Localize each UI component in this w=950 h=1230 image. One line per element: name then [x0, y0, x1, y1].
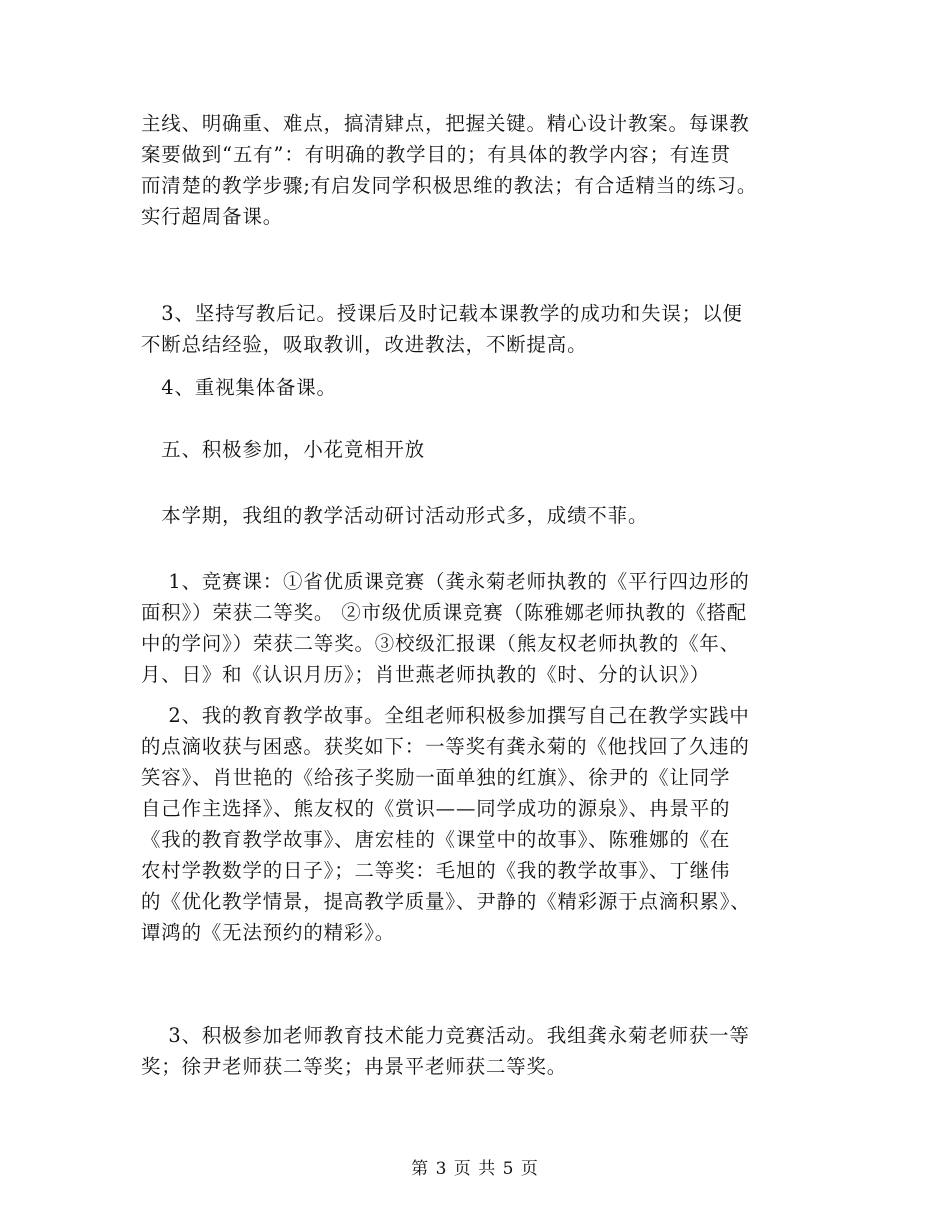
- text-line: 3、坚持写教后记。授课后及时记载本课教学的成功和失误；以便: [141, 302, 743, 325]
- text-line: 五、积极参加，小花竟相开放: [141, 438, 426, 461]
- text-line: 月、日》和《认识月历》；肖世燕老师执教的《时、分的认识》）: [141, 663, 711, 686]
- text-line: 奖；徐尹老师获二等奖；冉景平老师获二等奖。: [141, 1055, 568, 1078]
- text-line: 面积》）荣获二等奖。 ②市级优质课竞赛（陈雅娜老师执教的《搭配: [141, 601, 748, 624]
- text-line: 2、我的教育教学故事。全组老师积极参加撰写自己在教学实践中: [141, 704, 750, 727]
- paragraph-lesson-plan: [141, 108, 813, 232]
- text-line: 笑容》、肖世艳的《给孩子奖励一面单独的红旗》、徐尹的《让同学: [141, 766, 731, 789]
- text-line: 实行超周备课。: [141, 205, 284, 228]
- text-line: 主线、明确重、难点，搞清肄点，把握关键。精心设计教案。每课教: [141, 112, 750, 135]
- text-line: 谭鸿的《无法预约的精彩》。: [141, 921, 396, 944]
- page-number-footer: 第 3 页 共 5 页: [411, 1159, 539, 1179]
- paragraph-collective-prep: [141, 372, 813, 403]
- text-line: 不断总结经验，吸取教训，改进教法，不断提高。: [141, 333, 588, 356]
- text-line: 案要做到“五有”：有明确的教学目的；有具体的教学内容；有连贯: [141, 143, 731, 166]
- text-line: 的点滴收获与困惑。获奖如下：一等奖有龚永菊的《他找回了久违的: [141, 735, 750, 758]
- section-heading: [141, 434, 813, 465]
- text-line: 4、重视集体备课。: [141, 376, 337, 399]
- text-line: 而清楚的教学步骤;有启发同学积极思维的教法；有合适精当的练习。: [141, 174, 758, 197]
- paragraph-post-lesson-notes: [141, 298, 813, 360]
- text-line: 的《优化教学情景，提高教学质量》、尹静的《精彩源于点滴积累》、: [141, 890, 751, 913]
- paragraph-competition: [141, 566, 813, 690]
- text-line: 中的学问》）荣获二等奖。③校级汇报课（熊友权老师执教的《年、: [141, 632, 741, 655]
- text-line: 1、竞赛课：①省优质课竞赛（龚永菊老师执教的《平行四边形的: [141, 570, 750, 593]
- paragraph-intro: [141, 500, 813, 531]
- paragraph-tech-competition: [141, 1020, 813, 1082]
- text-line: 自己作主选择》、熊友权的《赏识——同学成功的源泉》、冉景平的: [141, 797, 731, 820]
- paragraph-teaching-stories: [141, 700, 813, 948]
- text-line: 本学期，我组的教学活动研讨活动形式多，成绩不菲。: [141, 504, 649, 527]
- text-line: 3、积极参加老师教育技术能力竞赛活动。我组龚永菊老师获一等: [141, 1024, 750, 1047]
- text-line: 农村学教数学的日子》；二等奖：毛旭的《我的教学故事》、丁继伟: [141, 859, 731, 882]
- text-line: 《我的教育教学故事》、唐宏桂的《课堂中的故事》、陈雅娜的《在: [141, 828, 731, 851]
